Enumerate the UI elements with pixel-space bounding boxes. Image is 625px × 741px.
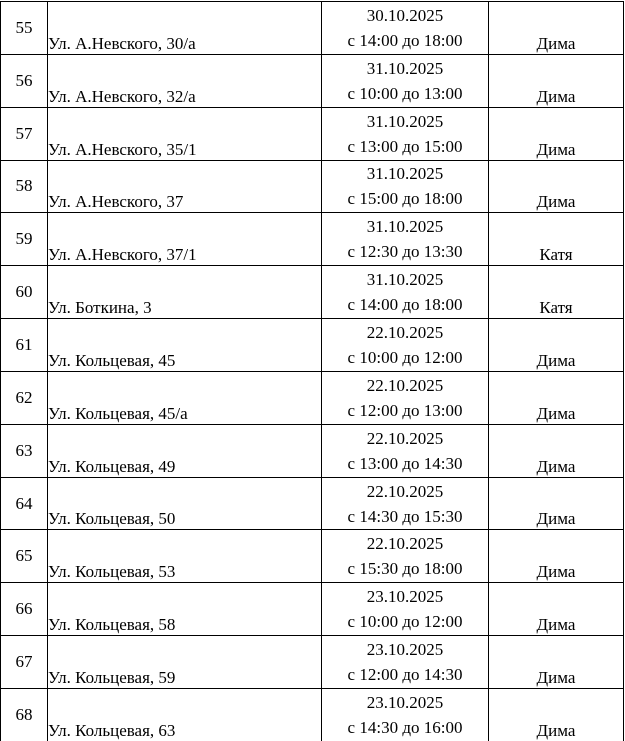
date-time-cell — [322, 2, 489, 55]
address-cell: Ул. Кольцевая, 45/а — [48, 371, 322, 424]
date-line: 31.10.2025 — [366, 111, 444, 131]
table-row — [1, 530, 624, 583]
date-line: 22.10.2025 — [366, 534, 444, 554]
table-row — [1, 636, 624, 689]
date-time-cell — [322, 319, 489, 372]
date-line: 31.10.2025 — [366, 58, 444, 78]
time-line: с 15:30 до 18:00 — [347, 559, 463, 579]
row-number-cell: 65 — [1, 530, 48, 583]
date-time-cell — [322, 424, 489, 477]
date-time-cell — [322, 530, 489, 583]
row-number-cell: 63 — [1, 424, 48, 477]
time-line: с 14:30 до 16:00 — [347, 717, 463, 737]
row-number-cell: 55 — [1, 2, 48, 55]
table-row — [1, 213, 624, 266]
time-line: с 13:00 до 15:00 — [347, 136, 463, 156]
date-time-cell — [322, 371, 489, 424]
address-cell: Ул. А.Невского, 35/1 — [48, 107, 322, 160]
row-number-cell: 62 — [1, 371, 48, 424]
assignee-cell: Дима — [489, 636, 624, 689]
address-cell: Ул. А.Невского, 32/а — [48, 54, 322, 107]
assignee-cell: Дима — [489, 530, 624, 583]
date-time-cell — [322, 636, 489, 689]
row-number-cell: 57 — [1, 107, 48, 160]
time-line: с 12:30 до 13:30 — [347, 242, 463, 262]
address-cell: Ул. Кольцевая, 58 — [48, 583, 322, 636]
address-cell: Ул. Кольцевая, 49 — [48, 424, 322, 477]
assignee-cell: Катя — [489, 266, 624, 319]
assignee-cell: Дима — [489, 583, 624, 636]
date-time-cell — [322, 213, 489, 266]
table-row — [1, 477, 624, 530]
time-line: с 14:00 до 18:00 — [347, 30, 463, 50]
date-line: 22.10.2025 — [366, 481, 444, 501]
date-line: 23.10.2025 — [366, 692, 444, 712]
time-line: с 13:00 до 14:30 — [347, 453, 463, 473]
address-cell: Ул. Кольцевая, 45 — [48, 319, 322, 372]
time-line: с 14:00 до 18:00 — [347, 295, 463, 315]
table-row — [1, 688, 624, 741]
table-row — [1, 371, 624, 424]
assignee-cell: Дима — [489, 424, 624, 477]
row-number-cell: 59 — [1, 213, 48, 266]
address-cell: Ул. Кольцевая, 63 — [48, 688, 322, 741]
time-line: с 10:00 до 13:00 — [347, 83, 463, 103]
assignee-cell: Дима — [489, 688, 624, 741]
time-line: с 15:00 до 18:00 — [347, 189, 463, 209]
date-time-cell — [322, 477, 489, 530]
row-number-cell: 61 — [1, 319, 48, 372]
date-line: 30.10.2025 — [366, 5, 444, 25]
address-cell: Ул. Кольцевая, 59 — [48, 636, 322, 689]
row-number-cell: 67 — [1, 636, 48, 689]
address-cell: Ул. А.Невского, 37/1 — [48, 213, 322, 266]
time-line: с 10:00 до 12:00 — [347, 612, 463, 632]
table-row — [1, 160, 624, 213]
table-row — [1, 424, 624, 477]
schedule-table — [0, 1, 624, 741]
schedule-table-body — [1, 2, 624, 741]
table-row — [1, 107, 624, 160]
table-row — [1, 2, 624, 55]
table-row — [1, 266, 624, 319]
assignee-cell: Дима — [489, 477, 624, 530]
address-cell: Ул. Боткина, 3 — [48, 266, 322, 319]
date-time-cell — [322, 107, 489, 160]
date-time-cell — [322, 688, 489, 741]
address-cell: Ул. Кольцевая, 50 — [48, 477, 322, 530]
assignee-cell: Катя — [489, 213, 624, 266]
date-line: 31.10.2025 — [366, 270, 444, 290]
time-line: с 14:30 до 15:30 — [347, 506, 463, 526]
address-cell: Ул. А.Невского, 37 — [48, 160, 322, 213]
date-line: 31.10.2025 — [366, 217, 444, 237]
assignee-cell: Дима — [489, 54, 624, 107]
date-time-cell — [322, 54, 489, 107]
time-line: с 12:00 до 14:30 — [347, 665, 463, 685]
table-row — [1, 54, 624, 107]
date-line: 22.10.2025 — [366, 322, 444, 342]
assignee-cell: Дима — [489, 2, 624, 55]
date-line: 22.10.2025 — [366, 375, 444, 395]
time-line: с 12:00 до 13:00 — [347, 400, 463, 420]
table-row — [1, 319, 624, 372]
date-line: 23.10.2025 — [366, 640, 444, 660]
date-line: 23.10.2025 — [366, 587, 444, 607]
date-line: 31.10.2025 — [366, 164, 444, 184]
row-number-cell: 56 — [1, 54, 48, 107]
row-number-cell: 66 — [1, 583, 48, 636]
assignee-cell: Дима — [489, 160, 624, 213]
date-time-cell — [322, 160, 489, 213]
address-cell: Ул. Кольцевая, 53 — [48, 530, 322, 583]
time-line: с 10:00 до 12:00 — [347, 347, 463, 367]
assignee-cell: Дима — [489, 371, 624, 424]
row-number-cell: 60 — [1, 266, 48, 319]
row-number-cell: 68 — [1, 688, 48, 741]
address-cell: Ул. А.Невского, 30/а — [48, 2, 322, 55]
assignee-cell: Дима — [489, 107, 624, 160]
date-line: 22.10.2025 — [366, 428, 444, 448]
row-number-cell: 64 — [1, 477, 48, 530]
date-time-cell — [322, 583, 489, 636]
assignee-cell: Дима — [489, 319, 624, 372]
row-number-cell: 58 — [1, 160, 48, 213]
table-row — [1, 583, 624, 636]
date-time-cell — [322, 266, 489, 319]
